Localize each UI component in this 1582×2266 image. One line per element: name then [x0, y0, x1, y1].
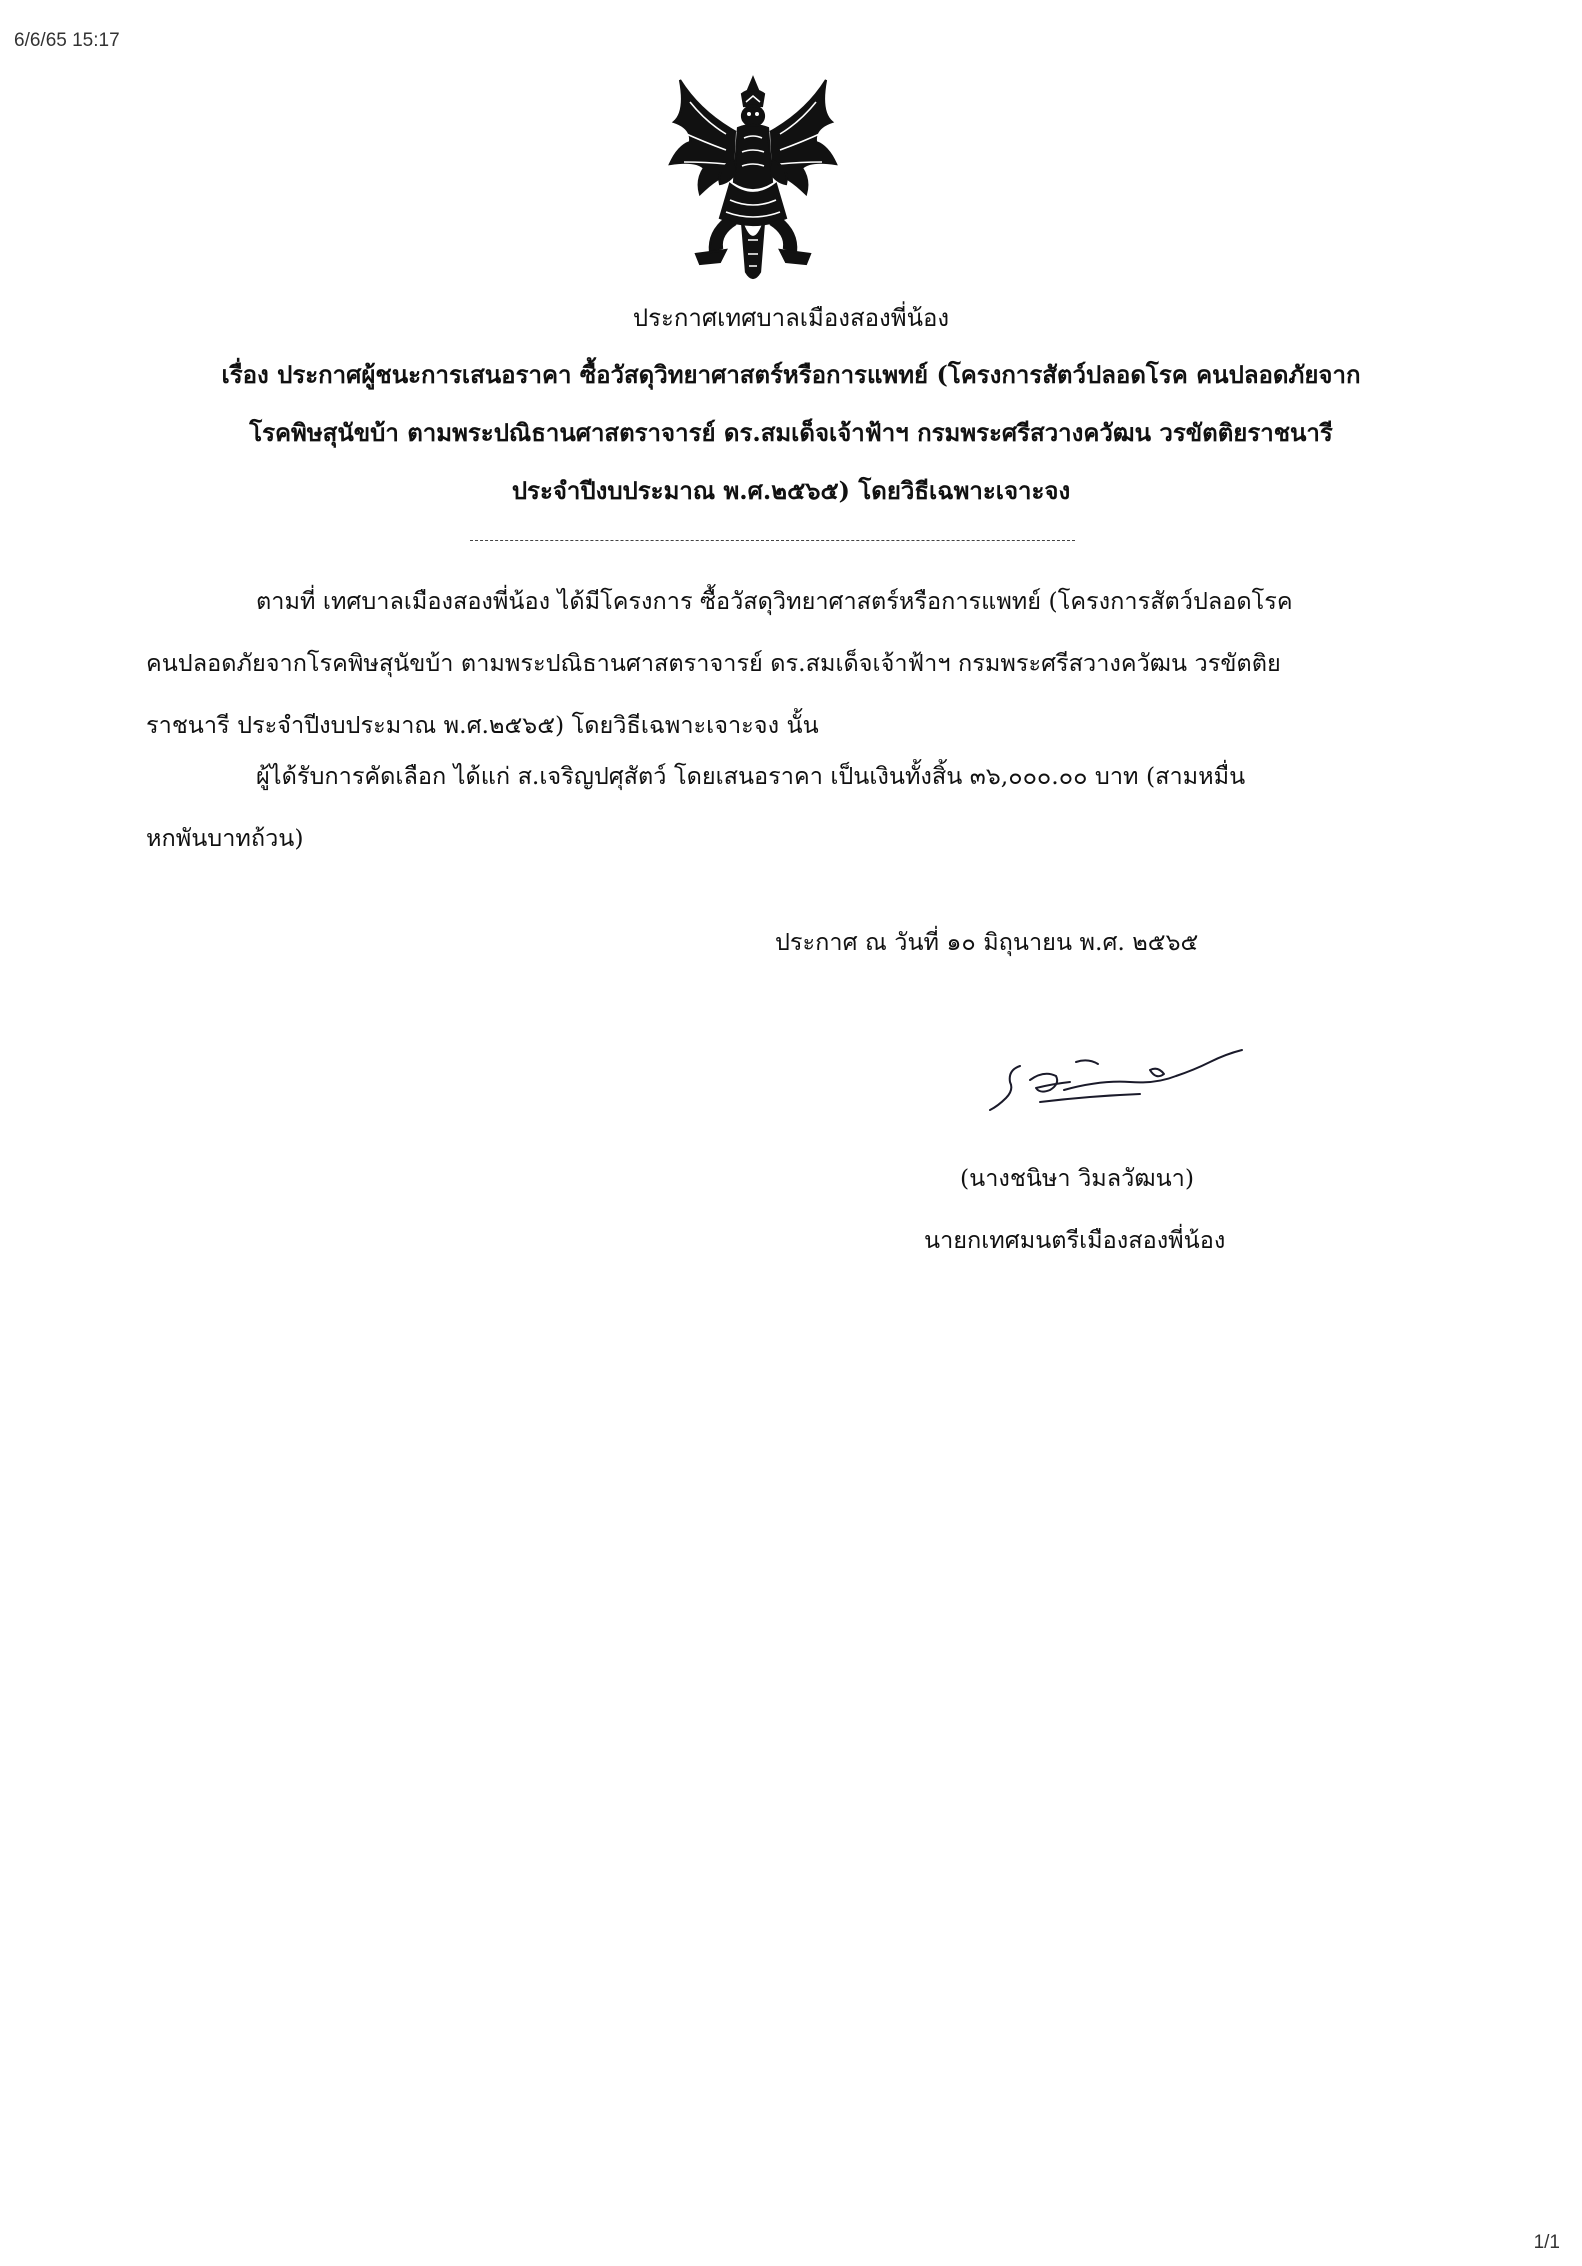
- signer-name: (นางชนิษา วิมลวัฒนา): [960, 1164, 1195, 1192]
- signer-title: นายกเทศมนตรีเมืองสองพี่น้อง: [924, 1226, 1226, 1254]
- body-paragraph-1-line-1: ตามที่ เทศบาลเมืองสองพี่น้อง ได้มีโครงการ ซื้อวัสดุวิทยาศาสตร์หรือการแพทย์ (โครงการสัตว์ปลอดโรค: [256, 587, 1293, 615]
- announcement-date: ประกาศ ณ วันที่ ๑๐ มิถุนายน พ.ศ. ๒๕๖๕: [775, 928, 1199, 956]
- body-paragraph-1-line-2: คนปลอดภัยจากโรคพิษสุนัขบ้า ตามพระปณิธานศาสตราจารย์ ดร.สมเด็จเจ้าฟ้าฯ กรมพระศรีสวางควัฒน วรขัตติย: [146, 649, 1281, 677]
- garuda-emblem-icon: [660, 72, 846, 286]
- announcement-subject-line-2: โรคพิษสุนัขบ้า ตามพระปณิธานศาสตราจารย์ ดร.สมเด็จเจ้าฟ้าฯ กรมพระศรีสวางควัฒน วรขัตติยราชนารี: [249, 418, 1333, 447]
- body-paragraph-2-line-1: ผู้ได้รับการคัดเลือก ได้แก่ ส.เจริญปศุสัตว์ โดยเสนอราคา เป็นเงินทั้งสิ้น ๓๖,๐๐๐.๐๐ บาท (สามหมื่น: [256, 762, 1246, 790]
- announcement-subject-line-3: ประจำปีงบประมาณ พ.ศ.๒๕๖๕) โดยวิธีเฉพาะเจาะจง: [511, 476, 1071, 505]
- dashed-separator: [470, 540, 1075, 541]
- page-number: 1/1: [1533, 2232, 1560, 2253]
- body-paragraph-2-line-2: หกพันบาทถ้วน): [146, 824, 304, 852]
- announcement-title: ประกาศเทศบาลเมืองสองพี่น้อง: [632, 304, 950, 332]
- body-paragraph-1-line-3: ราชนารี ประจำปีงบประมาณ พ.ศ.๒๕๖๕) โดยวิธีเฉพาะเจาะจง นั้น: [146, 711, 819, 739]
- handwritten-signature-icon: [980, 1040, 1250, 1120]
- print-timestamp: 6/6/65 15:17: [14, 30, 120, 51]
- announcement-subject-line-1: เรื่อง ประกาศผู้ชนะการเสนอราคา ซื้อวัสดุวิทยาศาสตร์หรือการแพทย์ (โครงการสัตว์ปลอดโรค คนปลอดภัยจาก: [221, 360, 1361, 389]
